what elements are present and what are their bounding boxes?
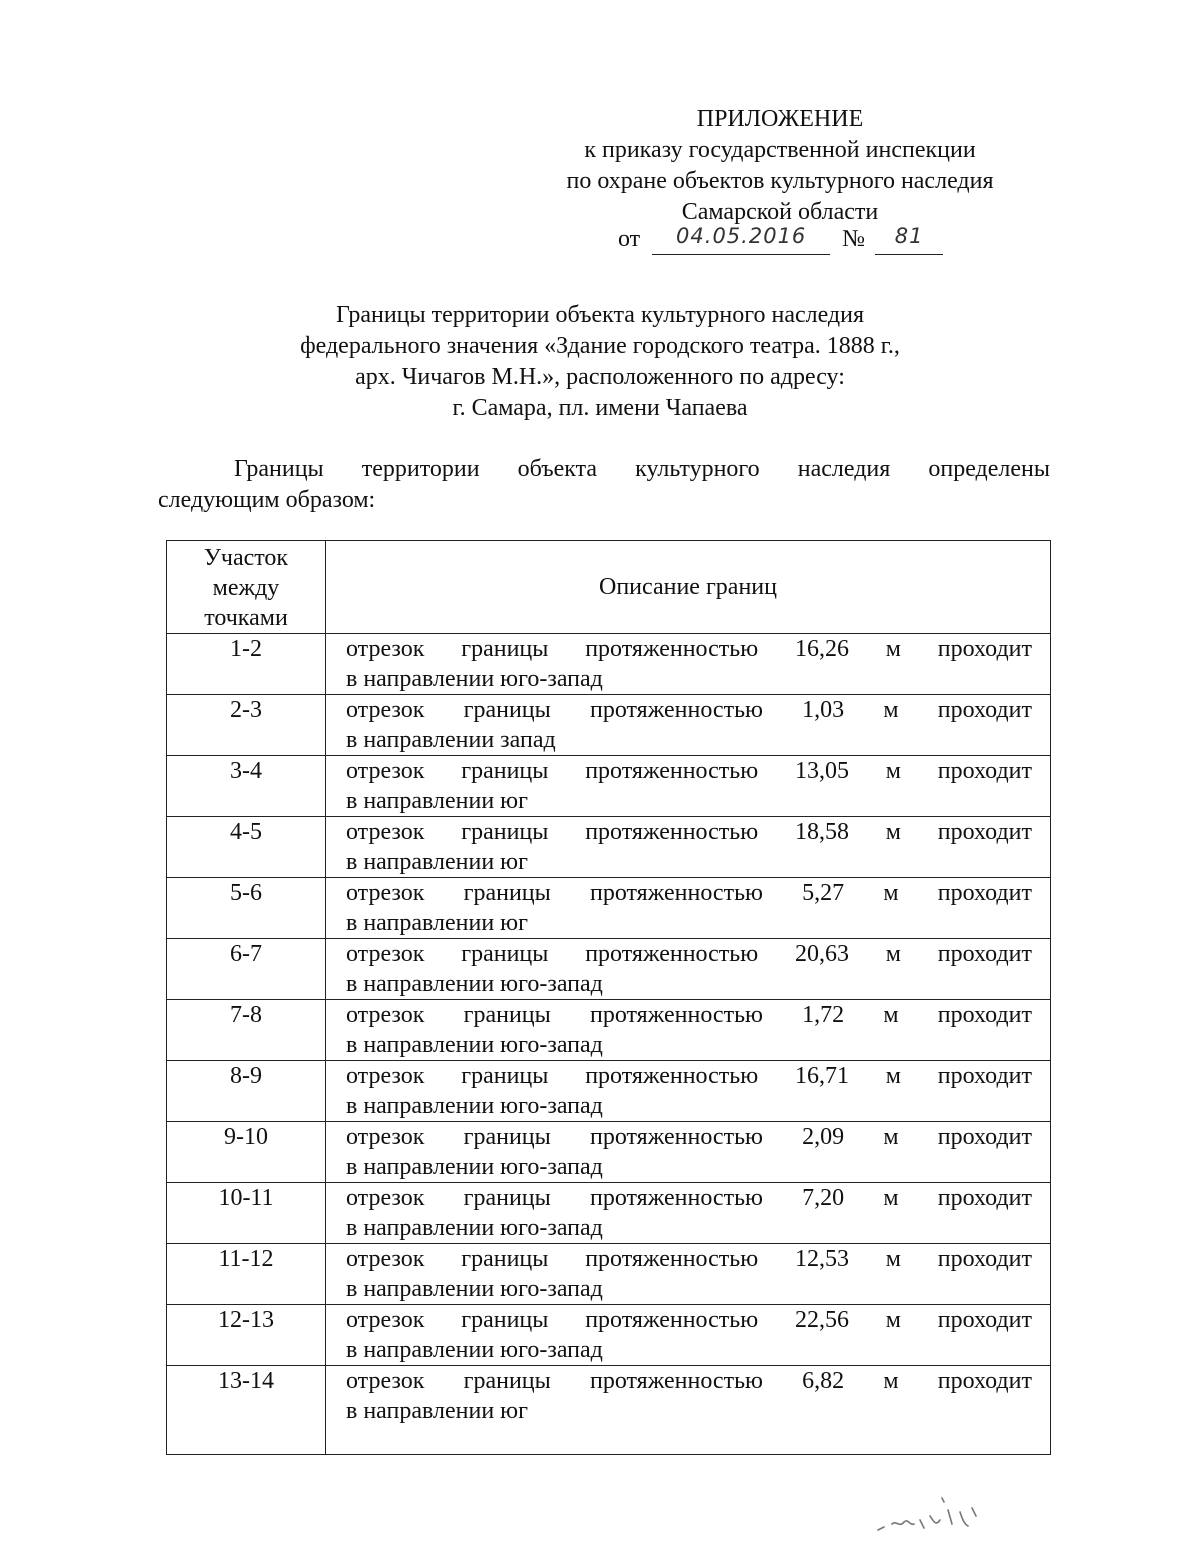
description-word-unit: м — [885, 758, 901, 784]
description-word-unit: м — [883, 1002, 899, 1028]
appendix-line-region: Самарской области — [681, 199, 879, 225]
description-line-1 — [346, 1061, 1032, 1091]
description-word-w1: отрезок — [346, 819, 425, 845]
description-word-unit: м — [885, 1246, 901, 1272]
table-row — [167, 1366, 1051, 1455]
description-word-unit: м — [883, 1185, 899, 1211]
table-row — [167, 939, 1051, 1000]
description-cell — [326, 817, 1051, 878]
title-line-4: г. Самара, пл. имени Чапаева — [452, 395, 748, 421]
table-row — [167, 695, 1051, 756]
document-title — [180, 300, 1020, 424]
segment-cell: 3-4 — [167, 756, 326, 817]
description-word-w1: отрезок — [346, 1246, 425, 1272]
description-word-w3: протяженностью — [589, 880, 763, 906]
description-cell — [326, 1000, 1051, 1061]
description-word-w1: отрезок — [346, 1185, 425, 1211]
table-row — [167, 878, 1051, 939]
description-line-1 — [346, 695, 1032, 725]
table-row — [167, 756, 1051, 817]
description-word-w1: отрезок — [346, 1002, 425, 1028]
description-word-length: 1,72 — [802, 1002, 845, 1028]
description-word-w3: протяженностью — [585, 1063, 759, 1089]
order-number: 81 — [894, 224, 924, 248]
description-word-w2: границы — [463, 1368, 551, 1394]
description-direction: в направлении юго-запад — [346, 1215, 603, 1241]
description-word-w4: проходит — [937, 1368, 1032, 1394]
description-word-w2: границы — [461, 636, 549, 662]
description-word-w4: проходит — [937, 819, 1032, 845]
description-cell — [326, 695, 1051, 756]
segment-column-header — [167, 541, 326, 634]
description-word-w3: протяженностью — [585, 636, 759, 662]
segment-cell: 11-12 — [167, 1244, 326, 1305]
description-word-length: 20,63 — [794, 941, 849, 967]
description-word-w4: проходит — [937, 1002, 1032, 1028]
description-word-length: 5,27 — [802, 880, 845, 906]
description-line-1 — [346, 1122, 1032, 1152]
description-cell — [326, 1122, 1051, 1183]
table-row — [167, 1183, 1051, 1244]
description-word-w1: отрезок — [346, 636, 425, 662]
description-word-w2: границы — [461, 758, 549, 784]
description-word-w4: проходит — [937, 1307, 1032, 1333]
description-word-w3: протяженностью — [589, 1185, 763, 1211]
description-cell — [326, 939, 1051, 1000]
description-word-w2: границы — [461, 819, 549, 845]
description-word-length: 22,56 — [794, 1307, 849, 1333]
description-word-length: 7,20 — [802, 1185, 845, 1211]
description-cell — [326, 1366, 1051, 1455]
description-word-w1: отрезок — [346, 758, 425, 784]
description-word-length: 13,05 — [794, 758, 849, 784]
description-word-unit: м — [883, 1124, 899, 1150]
description-word-w2: границы — [463, 1124, 551, 1150]
description-word-w4: проходит — [937, 1063, 1032, 1089]
description-line-1 — [346, 1366, 1032, 1396]
description-line-1 — [346, 939, 1032, 969]
segment-header-line-1: Участок — [203, 545, 289, 571]
description-word-length: 2,09 — [802, 1124, 845, 1150]
description-word-w4: проходит — [937, 1246, 1032, 1272]
description-cell — [326, 634, 1051, 695]
signature-scribble — [870, 1490, 990, 1540]
segment-cell: 5-6 — [167, 878, 326, 939]
description-direction: в направлении юго-запад — [346, 1154, 603, 1180]
description-word-unit: м — [885, 941, 901, 967]
description-word-unit: м — [883, 880, 899, 906]
description-line-1 — [346, 1000, 1032, 1030]
description-line-1 — [346, 817, 1032, 847]
description-word-w4: проходит — [937, 697, 1032, 723]
description-direction: в направлении юг — [346, 910, 528, 936]
description-word-w2: границы — [463, 697, 551, 723]
appendix-line-order: к приказу государственной инспекции — [584, 137, 976, 163]
segment-header-line-2: между — [212, 575, 280, 601]
segment-cell: 9-10 — [167, 1122, 326, 1183]
order-date-field — [652, 224, 830, 255]
description-cell — [326, 878, 1051, 939]
description-word-w1: отрезок — [346, 941, 425, 967]
description-direction: в направлении юго-запад — [346, 1093, 603, 1119]
description-line-1 — [346, 634, 1032, 664]
description-direction: в направлении юго-запад — [346, 1337, 603, 1363]
description-word-w3: протяженностью — [585, 941, 759, 967]
description-line-1 — [346, 1244, 1032, 1274]
description-word-length: 18,58 — [794, 819, 849, 845]
segment-cell: 2-3 — [167, 695, 326, 756]
order-from-label: от — [618, 226, 641, 252]
description-line-1 — [346, 756, 1032, 786]
description-cell — [326, 1061, 1051, 1122]
description-word-w1: отрезок — [346, 697, 425, 723]
description-word-w4: проходит — [937, 636, 1032, 662]
description-word-unit: м — [883, 697, 899, 723]
description-word-w4: проходит — [937, 941, 1032, 967]
description-word-w3: протяженностью — [585, 1246, 759, 1272]
description-direction: в направлении юг — [346, 849, 528, 875]
table-row — [167, 1244, 1051, 1305]
table-header-row — [167, 541, 1051, 634]
segment-cell: 6-7 — [167, 939, 326, 1000]
segment-cell: 8-9 — [167, 1061, 326, 1122]
description-direction: в направлении юго-запад — [346, 1276, 603, 1302]
description-word-length: 1,03 — [802, 697, 845, 723]
description-word-w2: границы — [463, 1185, 551, 1211]
description-word-unit: м — [885, 1063, 901, 1089]
description-word-w4: проходит — [937, 880, 1032, 906]
description-word-unit: м — [885, 1307, 901, 1333]
segment-cell: 4-5 — [167, 817, 326, 878]
segment-cell: 10-11 — [167, 1183, 326, 1244]
appendix-line-protection: по охране объектов культурного наследия — [566, 168, 994, 194]
description-direction: в направлении юго-запад — [346, 666, 603, 692]
description-word-unit: м — [885, 819, 901, 845]
description-cell — [326, 1244, 1051, 1305]
description-word-w1: отрезок — [346, 1307, 425, 1333]
description-word-unit: м — [883, 1368, 899, 1394]
description-word-length: 16,26 — [794, 636, 849, 662]
intro-paragraph — [158, 454, 1050, 516]
description-word-length: 16,71 — [794, 1063, 849, 1089]
table-row — [167, 1305, 1051, 1366]
description-direction: в направлении юг — [346, 788, 528, 814]
appendix-header — [490, 104, 1070, 228]
description-word-w1: отрезок — [346, 880, 425, 906]
description-column-header: Описание границ — [326, 541, 1051, 634]
description-direction: в направлении юго-запад — [346, 1032, 603, 1058]
description-word-w2: границы — [461, 1307, 549, 1333]
segment-cell: 1-2 — [167, 634, 326, 695]
description-cell — [326, 1305, 1051, 1366]
description-direction: в направлении юг — [346, 1398, 528, 1424]
description-word-w2: границы — [461, 1246, 549, 1272]
description-word-w3: протяженностью — [589, 1368, 763, 1394]
boundary-table — [166, 540, 1051, 1455]
table-row — [167, 817, 1051, 878]
description-word-w3: протяженностью — [585, 758, 759, 784]
table-body — [167, 634, 1051, 1455]
description-word-length: 12,53 — [794, 1246, 849, 1272]
description-word-w1: отрезок — [346, 1124, 425, 1150]
description-word-w4: проходит — [937, 1124, 1032, 1150]
description-word-w3: протяженностью — [589, 1002, 763, 1028]
description-line-1 — [346, 1183, 1032, 1213]
description-line-1 — [346, 878, 1032, 908]
order-date: 04.05.2016 — [676, 224, 807, 248]
description-word-w1: отрезок — [346, 1063, 425, 1089]
description-line-1 — [346, 1305, 1032, 1335]
segment-header-line-3: точками — [204, 605, 288, 631]
order-reference — [618, 224, 943, 255]
description-word-length: 6,82 — [802, 1368, 845, 1394]
segment-cell: 13-14 — [167, 1366, 326, 1455]
description-direction: в направлении запад — [346, 727, 556, 753]
table-row — [167, 1122, 1051, 1183]
title-line-1: Границы территории объекта культурного наследия — [335, 302, 865, 328]
description-word-w3: протяженностью — [585, 819, 759, 845]
description-word-w3: протяженностью — [585, 1307, 759, 1333]
description-word-unit: м — [885, 636, 901, 662]
description-word-w2: границы — [461, 941, 549, 967]
description-direction: в направлении юго-запад — [346, 971, 603, 997]
description-word-w4: проходит — [937, 1185, 1032, 1211]
description-word-w2: границы — [463, 1002, 551, 1028]
intro-line-1: Границы территории объекта культурного наследия определены — [234, 456, 1050, 482]
description-word-w2: границы — [461, 1063, 549, 1089]
segment-cell: 12-13 — [167, 1305, 326, 1366]
title-line-2: федерального значения «Здание городского театра. 1888 г., — [300, 333, 900, 359]
intro-line-2: следующим образом: — [158, 487, 376, 513]
description-cell — [326, 756, 1051, 817]
description-word-w2: границы — [463, 880, 551, 906]
order-number-field — [875, 224, 943, 255]
order-number-label: № — [842, 226, 866, 252]
table-row — [167, 634, 1051, 695]
description-cell — [326, 1183, 1051, 1244]
title-line-3: арх. Чичагов М.Н.», расположенного по адресу: — [355, 364, 845, 390]
appendix-title: ПРИЛОЖЕНИЕ — [696, 106, 864, 132]
table-row — [167, 1000, 1051, 1061]
table-row — [167, 1061, 1051, 1122]
description-word-w3: протяженностью — [589, 1124, 763, 1150]
description-word-w1: отрезок — [346, 1368, 425, 1394]
description-word-w3: протяженностью — [589, 697, 763, 723]
segment-cell: 7-8 — [167, 1000, 326, 1061]
description-word-w4: проходит — [937, 758, 1032, 784]
